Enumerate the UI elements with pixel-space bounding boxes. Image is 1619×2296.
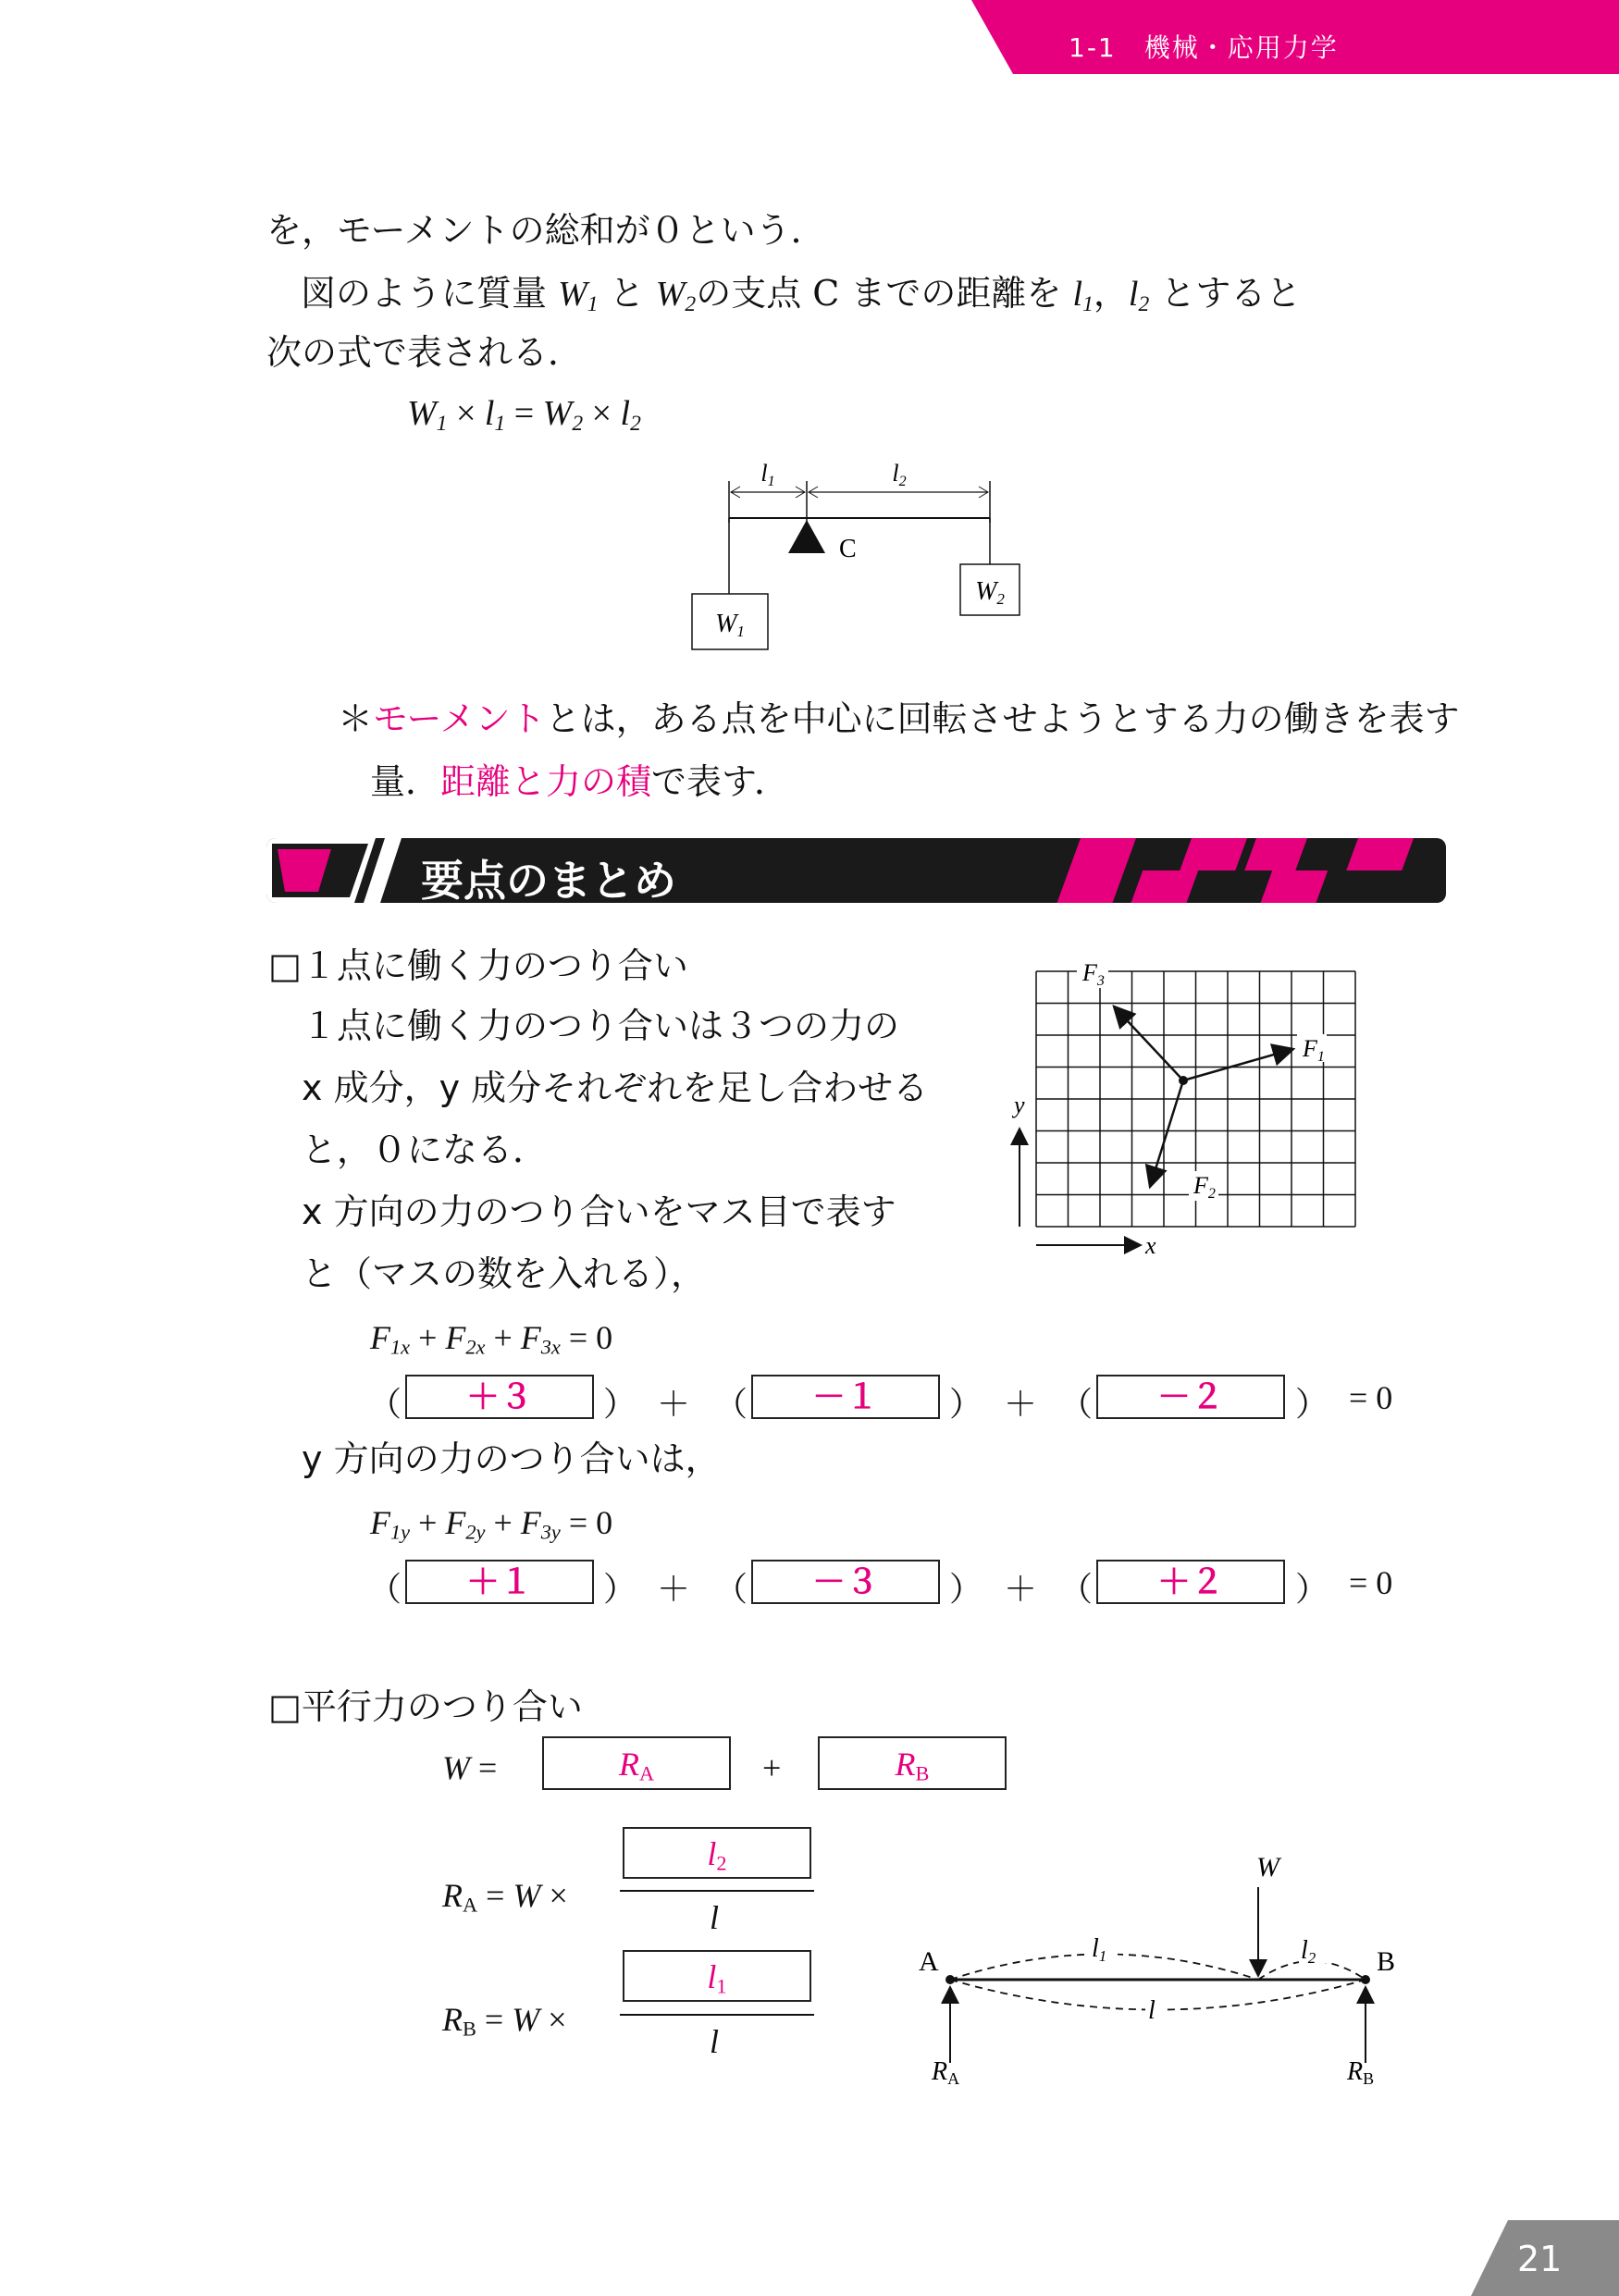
w-equation-lhs: W = [442, 1749, 498, 1786]
section1-para-2: x 成分，y 成分それぞれを足し合わせる [302, 1068, 929, 1108]
section1-para-5: と（マスの数を入れる）， [302, 1253, 707, 1294]
weight-label-w1: W1 [715, 610, 745, 640]
answer-box-ra: $R_A$ [542, 1736, 731, 1790]
y-plus-1: ＋ [657, 1571, 691, 1609]
y-plus-2: ＋ [1004, 1571, 1038, 1609]
fulcrum-triangle [788, 520, 825, 553]
intro-line-2: 図のように質量 $W_1$ と $W_2$の支点 C までの距離を $l_1$，$l_2$ とすると [301, 273, 1302, 316]
y-sum-equation: $F_{1y} + F_{2y} + F_{3y} = 0$ [370, 1504, 613, 1544]
beam-point-b: B [1377, 1946, 1396, 1977]
moment-equation: $W_1 \times l_1 = W_2 \times l_2$ [407, 394, 641, 436]
fulcrum-label: C [839, 535, 857, 563]
vector-f2 [1150, 1080, 1183, 1187]
term-moment: モーメント [373, 698, 546, 739]
ra-denominator: l [710, 1899, 720, 1936]
x-plus-2: ＋ [1004, 1386, 1038, 1424]
label-f3: F3 [1082, 959, 1105, 989]
rb-formula-lhs: $R_B = W$ × [442, 2001, 567, 2041]
x-paren-close-1: ） [603, 1386, 637, 1424]
w-equation-plus: + [762, 1749, 782, 1786]
label-f1: F1 [1303, 1035, 1325, 1065]
x-sum-equation: $F_{1x} + F_{2x} + F_{3x} = 0$ [370, 1319, 613, 1359]
section-header: 1-1 機械・応用力学 [1069, 32, 1339, 63]
beam-point-a: A [919, 1946, 939, 1977]
x-paren-close-3: ） [1295, 1386, 1329, 1424]
y-equals-zero: = 0 [1349, 1564, 1393, 1601]
y-axis-label: y [1014, 1092, 1025, 1118]
y-paren-close-1: ） [603, 1571, 637, 1609]
section1-para-1: １点に働く力のつり合いは３つの力の [302, 1006, 900, 1046]
intro-line-1: を，モーメントの総和が０という． [266, 210, 826, 251]
intro-line-3: 次の式で表される． [266, 332, 584, 373]
x-paren-open-3: （ [1059, 1386, 1094, 1424]
note-line-1: ＊モーメントとは，ある点を中心に回転させようとする力の働きを表す [338, 698, 1460, 739]
x-paren-open-1: （ [368, 1386, 402, 1424]
x-answer-box-3: －２ [1096, 1375, 1285, 1419]
x-equals-zero: = 0 [1349, 1379, 1393, 1416]
beam-diagram [907, 1841, 1425, 2100]
ra-fraction-bar [620, 1890, 814, 1892]
answer-box-l1: $l_1$ [623, 1950, 811, 2002]
x-plus-1: ＋ [657, 1386, 691, 1424]
beam-label-l: l [1148, 1996, 1156, 2025]
page-number: 21 [1517, 2239, 1563, 2279]
note-line-2: 量．距離と力の積で表す． [370, 761, 789, 802]
vector-f3 [1114, 1006, 1183, 1080]
lever-diagram [685, 453, 1036, 666]
force-grid-diagram [999, 953, 1388, 1267]
x-paren-close-2: ） [949, 1386, 983, 1424]
vector-f1 [1183, 1049, 1293, 1080]
answer-box-rb: $R_B$ [818, 1736, 1007, 1790]
section1-heading: □１点に働く力のつり合い [268, 945, 688, 986]
term-distance-force: 距離と力の積 [440, 761, 652, 802]
section1-para-4: x 方向の力のつり合いをマス目で表す [302, 1191, 896, 1232]
y-paren-open-1: （ [368, 1571, 402, 1609]
y-paren-open-2: （ [714, 1571, 748, 1609]
x-answer-box-2: －１ [751, 1375, 940, 1419]
beam-label-l1: l1 [1092, 1934, 1107, 1965]
answer-box-l2: $l_2$ [623, 1827, 811, 1879]
beam-label-ra: RA [932, 2057, 960, 2088]
ra-formula-lhs: $R_A = W$ × [442, 1877, 568, 1917]
beam-label-rb: RB [1347, 2057, 1375, 2088]
label-f2: F2 [1193, 1172, 1216, 1202]
y-paren-close-2: ） [949, 1571, 983, 1609]
lever-label-l1: l1 [760, 460, 775, 489]
weight-label-w2: W2 [975, 577, 1005, 608]
section2-heading: □平行力のつり合い [268, 1686, 583, 1727]
y-intro: y 方向の力のつり合いは， [302, 1438, 721, 1479]
y-answer-box-1: ＋１ [405, 1560, 594, 1604]
section1-para-3: と，０になる． [302, 1129, 549, 1170]
x-paren-open-2: （ [714, 1386, 748, 1424]
beam-label-l2: l2 [1301, 1936, 1316, 1967]
y-answer-box-2: －３ [751, 1560, 940, 1604]
summary-title: 要点のまとめ [421, 856, 676, 906]
rb-fraction-bar [620, 2014, 814, 2016]
x-answer-box-1: ＋３ [405, 1375, 594, 1419]
rb-denominator: l [710, 2023, 720, 2060]
y-answer-box-3: ＋２ [1096, 1560, 1285, 1604]
x-axis-label: x [1145, 1232, 1156, 1259]
y-paren-open-3: （ [1059, 1571, 1094, 1609]
beam-label-w: W [1256, 1852, 1279, 1882]
y-paren-close-3: ） [1295, 1571, 1329, 1609]
lever-label-l2: l2 [892, 460, 907, 489]
